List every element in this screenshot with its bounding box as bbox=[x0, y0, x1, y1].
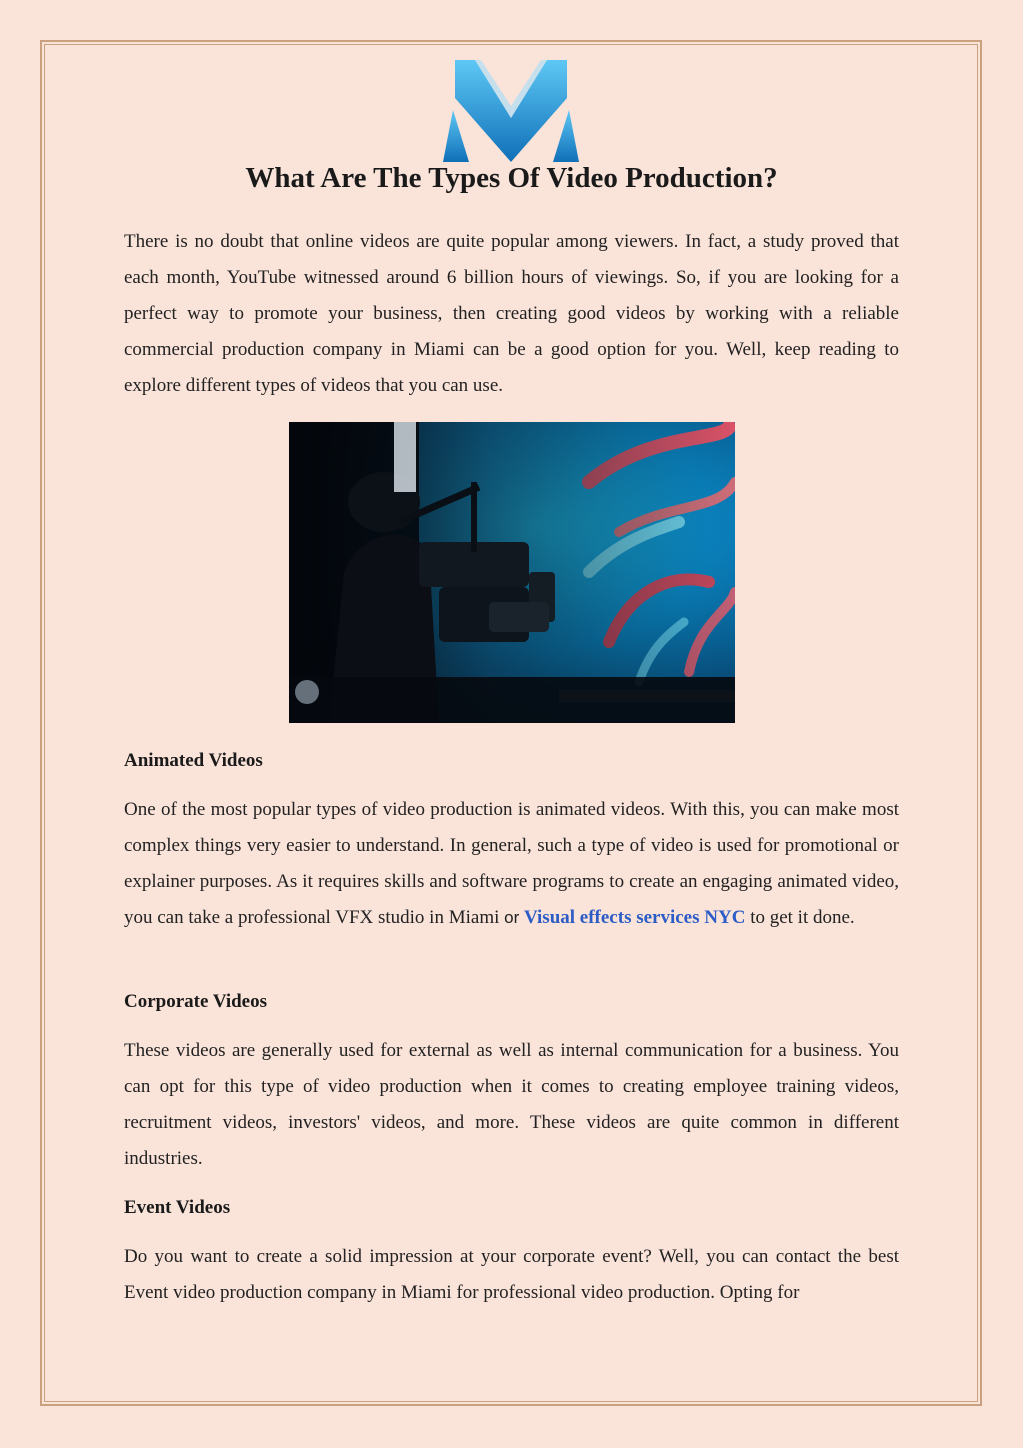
section-heading-event: Event Videos bbox=[124, 1197, 231, 1218]
section-heading-animated: Animated Videos bbox=[124, 750, 263, 771]
intro-paragraph: There is no doubt that online videos are quite popular among viewers. In fact, a study proved that each month, YouTube witnessed around 6 billion hours of viewings. So, if you are looking for a perfect way to promote your business, then creating good videos by working with a reliable commercial production company in Miami can be a good option for you. Well, keep reading to explore different types of videos that you can use. bbox=[124, 231, 899, 396]
video-production-photo bbox=[289, 422, 735, 723]
visual-effects-link[interactable]: Visual effects services NYC bbox=[524, 907, 746, 928]
page-title: What Are The Types Of Video Production? bbox=[245, 162, 778, 194]
section-heading-corporate: Corporate Videos bbox=[124, 991, 268, 1012]
brand-logo-icon bbox=[437, 58, 585, 164]
section-body-event: Do you want to create a solid impression at your corporate event? Well, you can contact the best Event video production company in Miami for professional video production. Opting for bbox=[124, 1246, 899, 1303]
section-body-corporate: These videos are generally used for external as well as internal communication for a business. You can opt for this type of video production when it comes to creating employee training videos, recruitment videos, investors' videos, and more. These videos are quite common in different industries. bbox=[124, 1040, 899, 1169]
section-body-animated: One of the most popular types of video production is animated videos. With this, you can make most complex things very easier to understand. In general, such a type of video is used for promotional or explainer purposes. As it requires skills and software programs to create an engaging animated video, you can take a professional VFX studio in Miami or Visual effects services NYC to get it done. bbox=[124, 799, 899, 928]
